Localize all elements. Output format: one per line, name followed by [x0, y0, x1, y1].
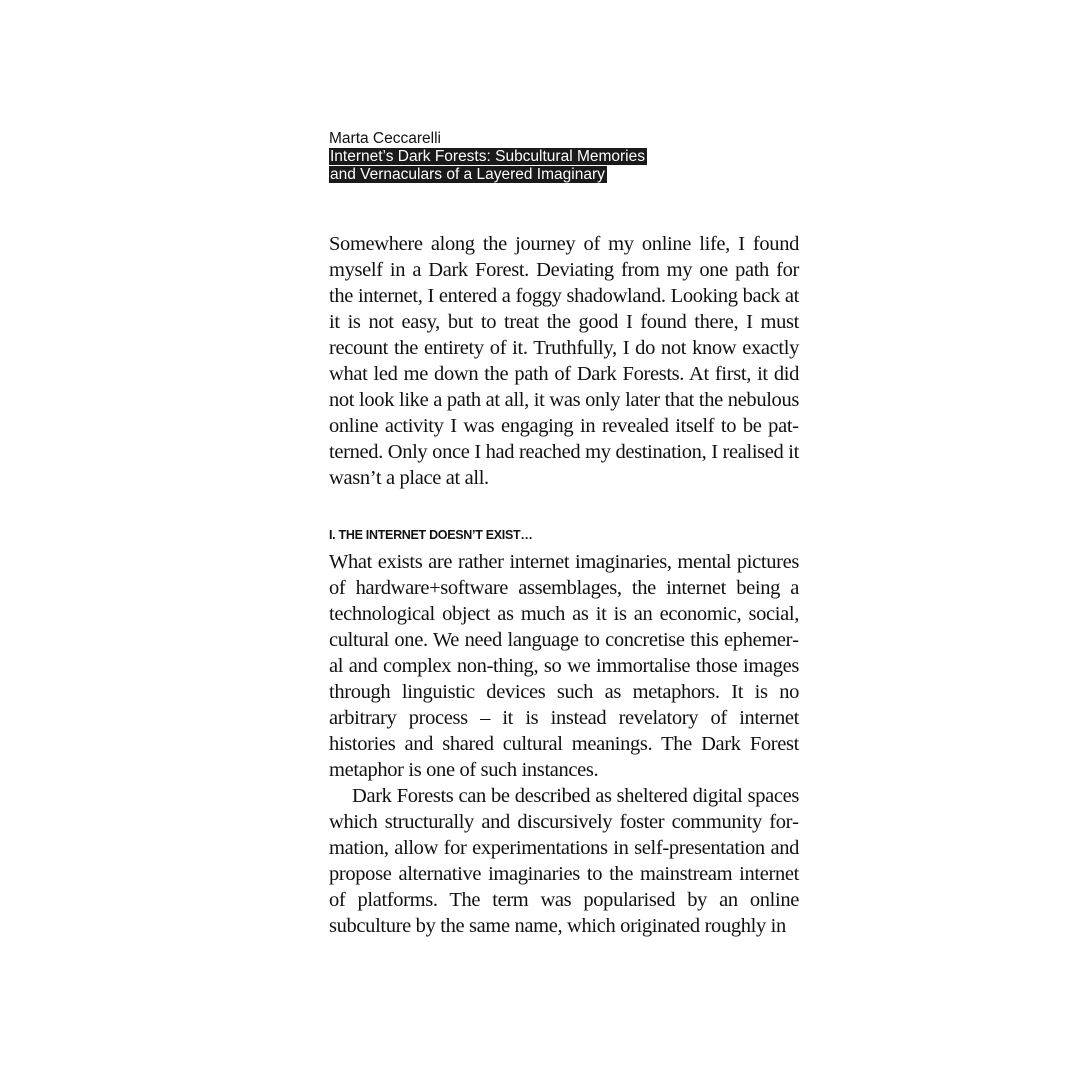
author-name: Marta Ceccarelli: [329, 130, 441, 147]
section-heading: I. THE INTERNET DOESN’T EXIST…: [329, 528, 533, 542]
section-paragraph-1: What exists are rather internet imaginaries, mental pictures of hardware+software assemblages, the internet being a technological object as much as it is an economic, social, cultural one. We need language to concretise this ephemeral and complex non-thing, so we immortalise those images through linguistic devices such as metaphors. It is no arbitrary process – it is instead revelatory of internet histories and shared cultural meanings. The Dark Forest metaphor is one of such instances.: [329, 551, 799, 781]
article-title-line-2: and Vernaculars of a Layered Imaginary: [330, 166, 605, 183]
article-page: [329, 130, 799, 939]
article-title-line-1: Internet’s Dark Forests: Subcultural Memories: [330, 148, 645, 165]
article-title: [329, 148, 799, 184]
intro-paragraph: Somewhere along the journey of my online life, I found myself in a Dark Forest. Deviating from my one path for the internet, I entered a foggy shadowland. Looking back at it is not easy, but to treat the good I found there, I must recount the entirety of it. Truthfully, I do not know exactly what led me down the path of Dark Forests. At first, it did not look like a path at all, it was only later that the nebulous online activity I was engaging in revealed itself to be patterned. Only once I had reached my destination, I realised it wasn’t a place at all.: [329, 233, 799, 489]
section-paragraph-2: Dark Forests can be described as sheltered digital spaces which structurally and discursively foster community formation, allow for experimentations in self-presentation and propose alternative imaginaries to the mainstream internet of platforms. The term was popularised by an online subculture by the same name, which originated roughly in: [329, 785, 799, 937]
